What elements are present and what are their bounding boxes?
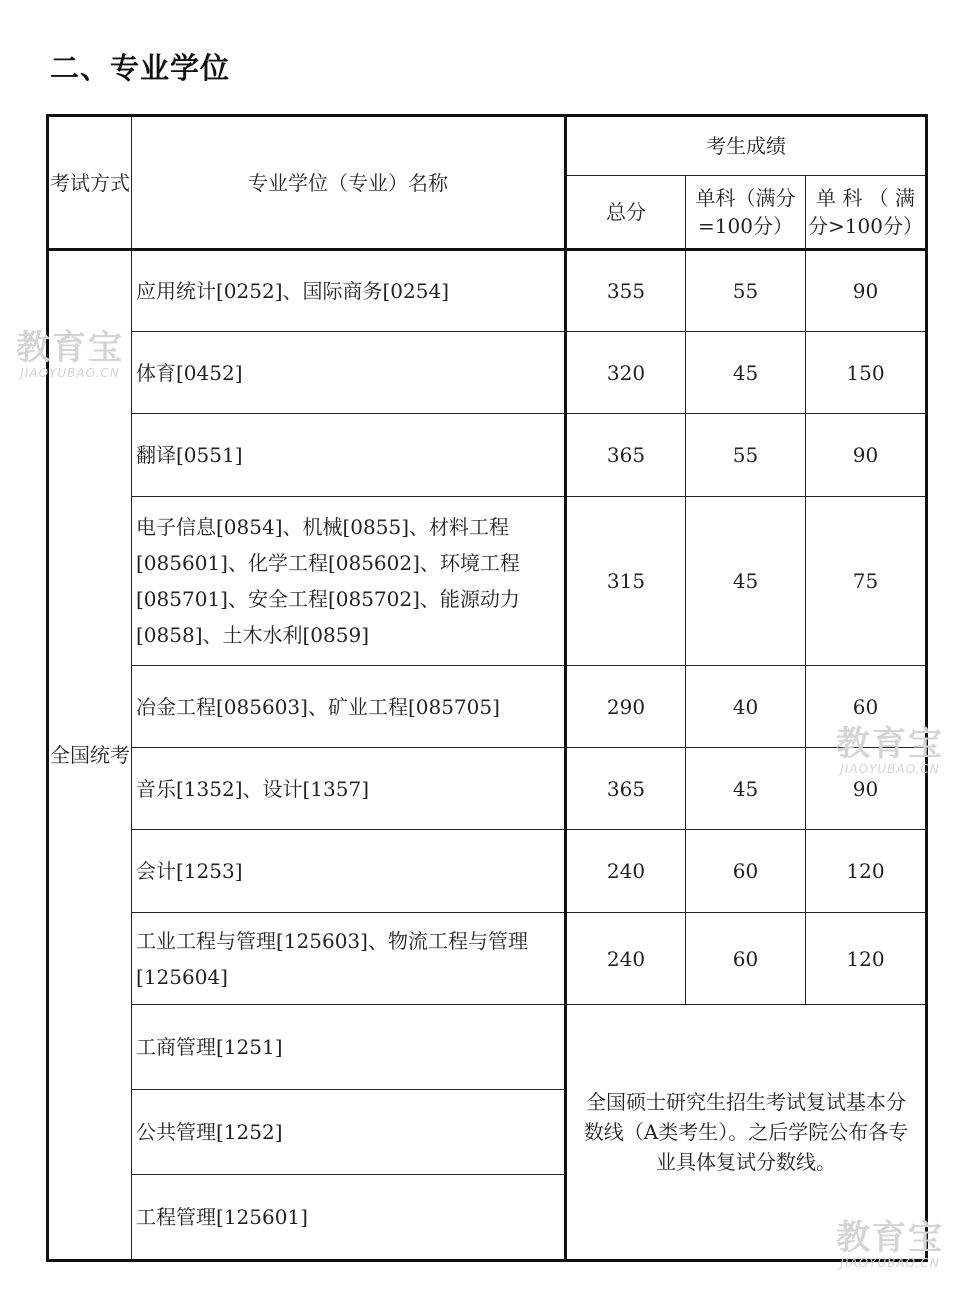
single-100-score: 60 [686,913,806,1005]
table-row [48,414,927,497]
single-over-100-score: 120 [806,830,927,913]
watermark-domain: JIAOYUBAO.CN [840,762,940,776]
header-single-100: 单科（满分=100分） [686,176,806,250]
single-100-score: 45 [686,332,806,414]
total-score: 240 [566,830,686,913]
table-row [48,666,927,748]
total-score: 365 [566,414,686,497]
watermark-domain: JIAOYUBAO.CN [20,366,120,380]
table-row [48,913,927,1005]
watermark [836,726,944,776]
program-name: 冶金工程[085603]、矿业工程[085705] [132,666,566,748]
program-name: 公共管理[1252] [132,1090,566,1175]
header-score-group: 考生成绩 [566,116,927,176]
table-row [48,497,927,666]
single-100-score: 55 [686,414,806,497]
merged-note: 全国硕士研究生招生考试复试基本分数线（A类考生）。之后学院公布各专业具体复试分数线。 [566,1005,927,1261]
watermark-domain: JIAOYUBAO.CN [840,1256,940,1270]
table-row [48,830,927,913]
program-name: 会计[1253] [132,830,566,913]
single-over-100-score: 120 [806,913,927,1005]
single-100-score: 55 [686,250,806,332]
total-score: 240 [566,913,686,1005]
program-name: 翻译[0551] [132,414,566,497]
single-over-100-score: 90 [806,414,927,497]
watermark [836,1220,944,1270]
program-name: 电子信息[0854]、机械[0855]、材料工程[085601]、化学工程[085602]、环境工程[085701]、安全工程[085702]、能源动力[0858]、土木水利[0859] [132,497,566,666]
program-name: 工程管理[125601] [132,1175,566,1261]
watermark-brand: 教育宝 [836,1218,944,1258]
program-name: 体育[0452] [132,332,566,414]
watermark-brand: 教育宝 [836,724,944,764]
header-exam-method: 考试方式 [48,116,132,250]
single-100-score: 45 [686,497,806,666]
single-over-100-score: 60 [806,666,927,748]
header-single-over-100: 单 科 （ 满 分>100分） [806,176,927,250]
single-100-score: 60 [686,830,806,913]
total-score: 315 [566,497,686,666]
single-over-100-score: 90 [806,250,927,332]
watermark-brand: 教育宝 [16,328,124,368]
single-over-100-score: 75 [806,497,927,666]
single-over-100-score: 150 [806,332,927,414]
single-over-100-score: 90 [806,748,927,830]
single-100-score: 45 [686,748,806,830]
total-score: 365 [566,748,686,830]
header-row [48,116,927,176]
table-row [48,250,927,332]
program-name: 音乐[1352]、设计[1357] [132,748,566,830]
score-table [46,114,928,1262]
watermark [16,330,124,380]
table-row [48,332,927,414]
exam-method-cell: 全国统考 [48,250,132,1261]
header-program-name: 专业学位（专业）名称 [132,116,566,250]
total-score: 355 [566,250,686,332]
table-row [48,1005,927,1090]
table-row [48,748,927,830]
total-score: 290 [566,666,686,748]
program-name: 应用统计[0252]、国际商务[0254] [132,250,566,332]
total-score: 320 [566,332,686,414]
section-title: 二、专业学位 [50,51,231,85]
header-total: 总分 [566,176,686,250]
program-name: 工商管理[1251] [132,1005,566,1090]
single-100-score: 40 [686,666,806,748]
program-name: 工业工程与管理[125603]、物流工程与管理[125604] [132,913,566,1005]
